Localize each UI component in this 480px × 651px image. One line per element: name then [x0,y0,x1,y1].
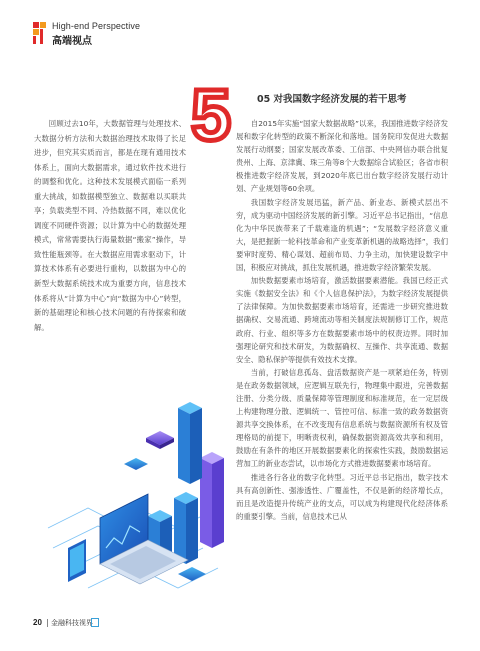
bar-towers [148,402,224,564]
right-column [236,117,448,523]
left-paragraph: 回顾过去10年，大数据管理与处理技术、大数据分析方法和大数据治理技术取得了长足进步，但究其实质而言，都是在现有通用技术体系上，面向大数据需求，通过软件技术进行的调整和优化。这种技术发展模式面临一系列重大挑战，如数据模型独立、数据难以买联共享；负载类型不同、冷热数据不同，难以优化调度不同硬件资源；以计算为中心的数据处理模式，常常需要执行海量数据“搬家”操作，导致性能瓶颈等。在大数据应用需求驱动下，计算技术体系有必要进行重构，以数据为中心的新型大数据系统技术成为重要方向，信息技术体系将从“计算为中心”向“数据为中心”转型，新的基础理论和核心技术问题的有待探索和破解。 [34,119,186,332]
right-paragraph: 当前，打破信息孤岛、盘活数据资产是一项紧迫任务，特别是在政务数据领域，应逻辑互联先行，物理集中跟进，完善数据注册、分类分级、质量保障等管理制度和标准规范，在一定层级上构建物理分散、逻辑统一、管控可信、标准一致的政务数据资源共享交换体系，在不改变现有信息系统与数据资源所有权及管理格局的前提下，明晰责权利，确保数据资源高效共享和利用，鼓励在有条件的地区开展数据要素化的探索性实践，鼓励数据运营加工的新业态尝试，以市场化方式推进数据要素市场培育。 [236,367,448,469]
section-title: 05 对我国数字经济发展的若干思考 [257,94,407,105]
right-paragraph: 我国数字经济发展迅猛，新产品、新业态、新模式层出不穷，成为驱动中国经济发展的新引擎。习近平总书记指出，“信息化为中华民族带来了千载难逢的机遇”；“发展数字经济意义重大，是把握新一轮科技革命和产业变革新机遇的战略选择”，我们要审时度势、精心谋划、超前布局、力争主动，加快建设数字中国，积极应对挑战，抓住发展机遇，推进数字经济繁荣发展。 [236,197,448,273]
footer-divider [47,619,48,627]
left-column [34,117,186,335]
section-number-graphic [190,76,232,156]
brand-logo-icon [33,22,47,44]
publication-mark-icon [91,618,99,627]
header-title-en: High-end Perspective [52,21,141,31]
right-paragraph: 自2015年实施“国家大数据战略”以来，我国推进数字经济发展和数字化转型的政策不断深化和落地。国务院印发促进大数据发展行动纲要；国家发展改革委、工信部、中央网信办联合批复贵州、上海、京津冀、珠三角等8个大数据综合试验区；各省市积极推进数字经济发展，到2020年底已出台数字经济发展行动计划、产业规划等60余项。 [236,119,448,194]
section-number: 5 [190,76,232,156]
phone-icon [68,539,86,582]
publication-name: 金融科技视界 [51,619,93,627]
isometric-data-illustration [28,398,238,616]
right-paragraph: 推进各行各业的数字化转型。习近平总书记指出，数字技术具有高创新性、强渗透性、广覆盖性，不仅是新的经济增长点，而且是改造提升传统产业的支点，可以成为构建现代化经济体系的重要引擎。当前，信息技术已从 [236,472,448,521]
page-number: 20 [33,618,42,627]
header-title-cn: 高端视点 [52,36,92,47]
right-paragraph: 加快数据要素市场培育，激活数据要素潜能。我国已经正式实施《数据安全法》和《个人信息保护法》，为数字经济发展提供了法律保障。为加快数据要素市场培育，还需进一步研究推进数据确权、交易流通、跨境流动等相关制度法规制修订工作，规范政府、行业、组织等多方在数据要素市场中的权责边界。同时加强理论研究和技术研发，为数据确权、互操作、共享流通、数据安全、隐私保护等提供有效技术支撑。 [236,276,448,364]
